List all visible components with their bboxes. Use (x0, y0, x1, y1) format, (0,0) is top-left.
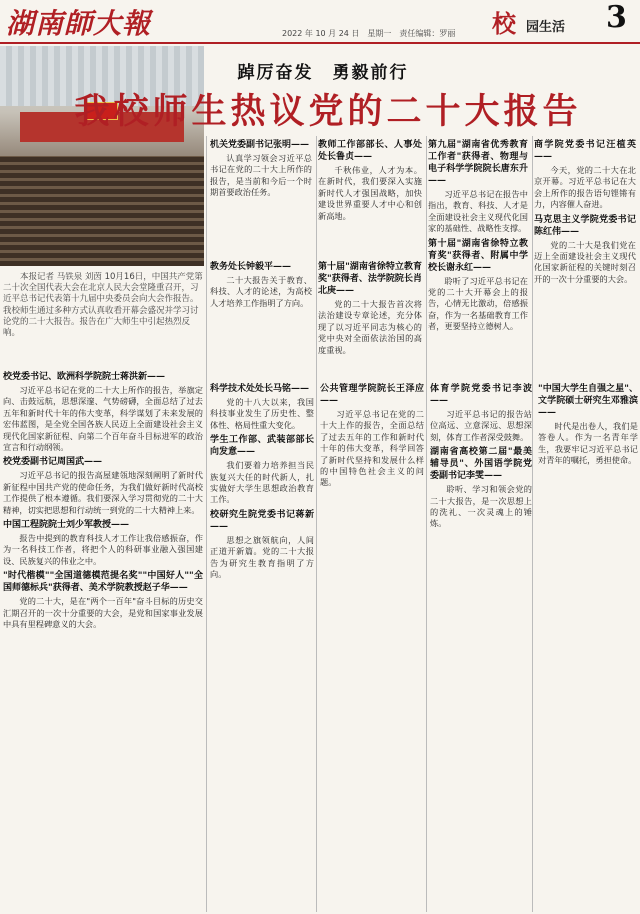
column-rule (426, 136, 427, 912)
section-body: 习近平总书记在党的二十大上作的报告，全面总结了过去五年的工作和新时代十年的伟大变革，科学回答了新时代坚持和发展什么样的中国特色社会主义的问题。 (320, 409, 424, 488)
section-label (492, 6, 614, 36)
section-heading: 科学技术处处长马铭—— (210, 384, 310, 394)
section-heading: 湖南省高校第二届"最美辅导员"、外国语学院党委副书记李雯—— (430, 447, 532, 482)
section-body: 今天，党的二十大在北京开幕。习近平总书记在大会上所作的报告语句铿锵有力，内容催人奋进。 (534, 165, 636, 210)
article-column-2a (210, 136, 312, 254)
page-number: 3 (606, 0, 627, 35)
issue-date-line: 2022 年 10 月 24 日 星期一 责任编辑：罗丽 (282, 29, 456, 38)
section-body: 党的二十大报告首次将法治建设专章论述，充分体现了以习近平同志为核心的党中央对全面依法治国的高度重视。 (318, 299, 422, 355)
section-heading: 公共管理学院院长王泽应—— (320, 384, 424, 406)
section-heading: 校党委副书记周国武—— (3, 457, 103, 468)
section-heading: 校研究生院党委书记蒋新—— (210, 509, 314, 532)
article-column-5 (534, 136, 636, 376)
section-heading: 马克思主义学院党委书记陈红伟—— (534, 214, 636, 237)
section-heading: 学生工作部、武装部部长向发意—— (210, 435, 314, 458)
column-rule (206, 136, 207, 912)
congress-hall-photo (0, 46, 204, 266)
section-heading: 校党委书记、欧洲科学院院士蒋洪新—— (3, 372, 166, 382)
article-column-9 (538, 380, 638, 912)
section-heading: "中国大学生自强之星"、文学院硕士研究生邓雅滨—— (538, 384, 638, 418)
article-column-3a (318, 136, 422, 256)
section-body: 时代是出卷人，我们是答卷人。作为一名青年学生，我要牢记习近平总书记对青年的嘱托，勇担使命。 (538, 421, 638, 466)
section-heading: 体育学院党委书记李波—— (430, 384, 532, 406)
column-rule (316, 136, 317, 912)
article-column-4 (428, 136, 528, 376)
column-rule (532, 136, 533, 912)
section-body: 我们要着力培养担当民族复兴大任的时代新人，扎实做好大学生思想政治教育工作。 (210, 460, 314, 505)
section-label-big: 校 (492, 9, 516, 38)
article-column-2b (210, 258, 312, 378)
section-label-small: 园生活 (526, 20, 566, 35)
section-body: 党的十八大以来，我国科技事业发生了历史性、整体性、格局性重大变化。 (210, 397, 314, 430)
article-column-1 (3, 368, 203, 912)
section-heading: 机关党委副书记张明—— (210, 140, 310, 150)
section-body: 聆听、学习和领会党的二十大报告，是一次思想上的洗礼、一次灵魂上的锤炼。 (430, 484, 532, 529)
section-heading: 中国工程院院士刘少军教授—— (3, 520, 130, 531)
headline-kicker: 踔厉奋发 勇毅前行 (237, 63, 409, 83)
section-body: 认真学习领会习近平总书记在党的二十大上所作的报告，是当前和今后一个时期首要政治任务。 (210, 153, 312, 198)
section-body: 聆听了习近平总书记在党的二十大开幕会上的报告，心情无比激动，倍感振奋，作为一名基础教育工作者，更要坚持立德树人。 (428, 275, 528, 332)
section-body: 习近平总书记的报告站位高远、立意深远、思想深刻，体育工作者深受鼓舞。 (430, 409, 532, 442)
article-column-3b (318, 258, 422, 378)
section-body: 习近平总书记在报告中指出，教育、科技、人才是全面建设社会主义现代化国家的基础性、战略性支撑。 (428, 189, 528, 234)
section-body: 二十大报告关于教育、科技、人才的论述，为高校人才培养工作指明了方向。 (210, 275, 312, 308)
article-column-6 (210, 380, 314, 912)
section-heading: "时代楷模""全国道德模范提名奖""中国好人""全国师德标兵"获得者、美术学院教授赵子华—— (3, 571, 203, 594)
section-heading: 教师工作部部长、人事处处长鲁贞—— (318, 140, 422, 162)
section-heading: 商学院党委书记汪植英—— (534, 140, 636, 162)
section-heading: 教务处长钟毅平—— (210, 262, 292, 272)
section-body: 思想之旗领航向，人间正道开新篇。党的二十大报告为研究生教育指明了方向。 (210, 534, 314, 580)
section-body: 报告中提到的教育科技人才工作让我倍感振奋，作为一名科技工作者，将把个人的科研事业融入强国建设、民族复兴的伟业之中。 (3, 533, 203, 566)
page-headline: 我校师生热议党的二十大报告 (74, 91, 582, 132)
article-column-8 (430, 380, 532, 912)
article-lead: 本报记者 马铁泉 刘茵 10月16日，中国共产党第二十次全国代表大会在北京人民大会堂隆重召开，习近平总书记代表第十九届中央委员会向大会作报告。我校师生通过多种方式认真收看开幕会盛况并学习讨论党的二十大报告。报告在广大师生中引起热烈反响。 (3, 272, 203, 339)
section-body: 千秋伟业，人才为本。在新时代，我们要深入实施新时代人才强国战略，加快建设世界重要人才中心和创新高地。 (318, 165, 422, 221)
section-heading: 第十届"湖南省徐特立教育奖"获得者、附属中学校长谢永红—— (428, 238, 528, 273)
section-body: 习近平总书记在党的二十大上所作的报告，举旗定向、击鼓远航，思想深邃、气势磅礴，全面总结了过去五年和新时代十年的伟大变革，科学谋划了未来发展的宏伟蓝图，是全党全国各族人民迈上全面建设社会主义现代化国家新征程、向第二个百年奋斗目标进军的政治宣言和行动纲领。 (3, 385, 203, 453)
article-column-7 (320, 380, 424, 912)
section-body: 习近平总书记的报告高屋建瓴地深刻阐明了新时代新征程中国共产党的使命任务，为我们做好新时代高校工作提供了根本遵循。我们要深入学习贯彻党的二十大精神，切实把思想和行动统一到党的二十大精神上来。 (3, 470, 203, 515)
section-heading: 第十届"湖南省徐特立教育奖"获得者、法学院院长肖北庚—— (318, 262, 422, 296)
section-heading: 第九届"湖南省优秀教育工作者"获得者、物理与电子科学学院院长唐东升—— (428, 140, 528, 186)
section-body: 党的二十大，是在"两个一百年"奋斗目标的历史交汇期召开的一次十分重要的大会，是党和国家事业发展中具有里程碑意义的大会。 (3, 596, 203, 630)
masthead (0, 0, 640, 44)
section-body: 党的二十大是我们党在迈上全面建设社会主义现代化国家新征程的关键时刻召开的一次十分重要的大会。 (534, 239, 636, 284)
newspaper-title: 湖南師大報 (6, 7, 152, 40)
